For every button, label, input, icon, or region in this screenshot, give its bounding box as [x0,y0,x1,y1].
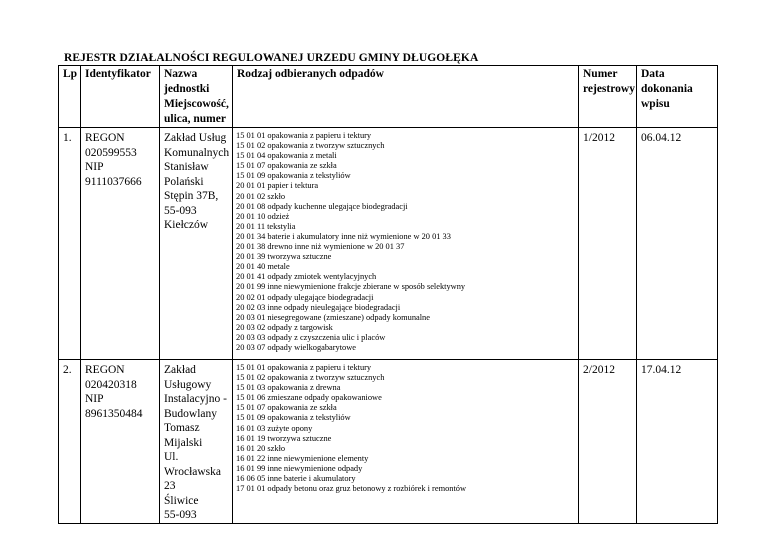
name-line: Stanisław [164,161,209,173]
waste-code-item: 20 01 40 metale [236,262,290,272]
waste-code-item: 15 01 07 opakowania ze szkła [236,403,337,413]
waste-code-item: 20 01 02 szkło [236,191,286,201]
identifier-line: 020599553 [85,146,137,159]
waste-code-item: 20 01 01 papier i tektura [236,181,319,191]
name-line: Śliwice [164,494,199,507]
waste-code-item: 16 01 03 zużyte opony [236,423,313,433]
cell-name [160,360,233,524]
waste-code-item: 20 01 11 tekstylia [236,221,296,231]
waste-code-item: 20 01 08 odpady kuchenne ulegające biodegradacji [236,201,408,211]
waste-code-item: 15 01 01 opakowania z papieru i tektury [236,363,372,372]
cell-identifier [81,128,160,360]
waste-code-item: 15 01 09 opakowania z tekstyliów [236,413,351,423]
waste-code-item: 15 01 02 opakowania z tworzyw sztucznych [236,373,385,383]
cell-waste-list [233,128,579,360]
header-name-line: jednostki [164,83,210,95]
identifier-line: REGON [85,132,125,144]
cell-entry-date: 17.04.12 [637,360,718,524]
cell-identifier [81,360,160,524]
header-identifier: Identyfikator [81,66,160,128]
waste-code-item: 20 01 99 inne niewymienione frakcje zbierane w sposób selektywny [236,282,466,292]
cell-lp: 1. [59,128,81,360]
name-line: Polański [164,175,204,188]
waste-code-item: 20 01 34 baterie i akumulatory inne niż wymienione w 20 01 33 [236,231,451,241]
header-name-line: Miejscowość, [164,98,229,110]
name-line: Ul. [164,451,179,463]
name-line: 55-093 [164,509,197,521]
waste-code-item: 16 01 20 szkło [236,443,286,453]
waste-code-item: 15 01 04 opakowania z metali [236,151,337,161]
header-row [59,66,718,128]
cell-lp: 2. [59,360,81,524]
header-date-line: dokonania [641,83,693,95]
waste-code-item: 20 02 01 odpady ulegające biodegradacji [236,292,374,302]
header-date-line: Data [641,68,665,80]
waste-code-item: 15 01 02 opakowania z tworzyw sztucznych [236,141,385,151]
header-lp: Lp [59,66,81,128]
header-register-number [579,66,637,128]
name-line: Instalacyjno - [164,393,227,405]
name-line: Tomasz [164,422,200,434]
waste-code-item: 17 01 01 odpady betonu oraz gruz betonowy z rozbiórek i remontów [236,484,467,494]
header-reg-line: rejestrowy [583,83,635,95]
waste-code-item: 20 03 01 niesegregowane (zmieszane) odpady komunalne [236,312,430,322]
waste-code-item: 20 03 07 odpady wielkogabarytowe [236,342,357,352]
header-name [160,66,233,128]
waste-code-item: 15 01 06 zmieszane odpady opakowaniowe [236,393,382,403]
waste-code-item: 16 01 22 inne niewymienione elementy [236,453,369,463]
cell-register-number: 1/2012 [579,128,637,360]
register-table [58,65,718,524]
waste-code-item: 15 01 07 opakowania ze szkła [236,161,337,171]
cell-waste-list [233,360,579,524]
name-line: 55-093 [164,204,197,217]
name-line: Stępin 37B, [164,190,219,202]
identifier-line: 9111037666 [85,175,142,188]
name-line: Mijalski [164,436,203,449]
header-reg-line: Numer [583,68,618,80]
waste-code-item: 20 01 41 odpady zmiotek wentylacyjnych [236,272,377,282]
table-row [59,128,718,360]
name-line: Komunalnych [164,146,230,159]
waste-code-item: 20 03 03 odpady z czyszczenia ulic i placów [236,332,386,342]
identifier-line: 8961350484 [85,407,143,420]
waste-code-item: 15 01 03 opakowania z drewna [236,383,341,393]
header-date-line: wpisu [641,98,670,110]
waste-code-item: 20 02 03 inne odpady nieulegające biodegradacji [236,302,401,312]
waste-code-item: 16 01 19 tworzywa sztuczne [236,433,332,443]
name-line: Budowlany [164,407,218,420]
name-line: 23 [164,480,176,492]
name-line: Wrocławska [164,465,222,478]
header-waste: Rodzaj odbieranych odpadów [233,66,579,128]
name-line: Zakład Usług [164,132,227,144]
identifier-line: REGON [85,364,125,376]
identifier-line: 020420318 [85,378,137,391]
cell-entry-date: 06.04.12 [637,128,718,360]
name-line: Kiełczów [164,219,209,231]
waste-code-item: 16 01 99 inne niewymienione odpady [236,463,363,473]
name-line: Zakład [164,364,196,376]
header-name-line: Nazwa [164,68,198,80]
document-title: REJESTR DZIAŁALNOŚCI REGULOWANEJ URZEDU GMINY DŁUGOŁĘKA [64,52,479,64]
waste-code-item: 20 01 39 tworzywa sztuczne [236,252,332,262]
header-entry-date [637,66,718,128]
waste-code-item: 20 03 02 odpady z targowisk [236,322,333,332]
cell-name [160,128,233,360]
name-line: Usługowy [164,378,212,391]
waste-code-item: 20 01 38 drewno inne niż wymienione w 20 01 37 [236,242,405,252]
waste-code-item: 20 01 10 odzież [236,211,290,221]
identifier-line: NIP [85,393,104,405]
header-name-line: ulica, numer [164,113,226,125]
waste-code-item: 15 01 09 opakowania z tekstyliów [236,171,351,181]
cell-register-number: 2/2012 [579,360,637,524]
table-row [59,360,718,524]
waste-code-item: 15 01 01 opakowania z papieru i tektury [236,131,372,140]
identifier-line: NIP [85,161,104,173]
waste-code-item: 16 06 05 inne baterie i akumulatory [236,474,356,484]
